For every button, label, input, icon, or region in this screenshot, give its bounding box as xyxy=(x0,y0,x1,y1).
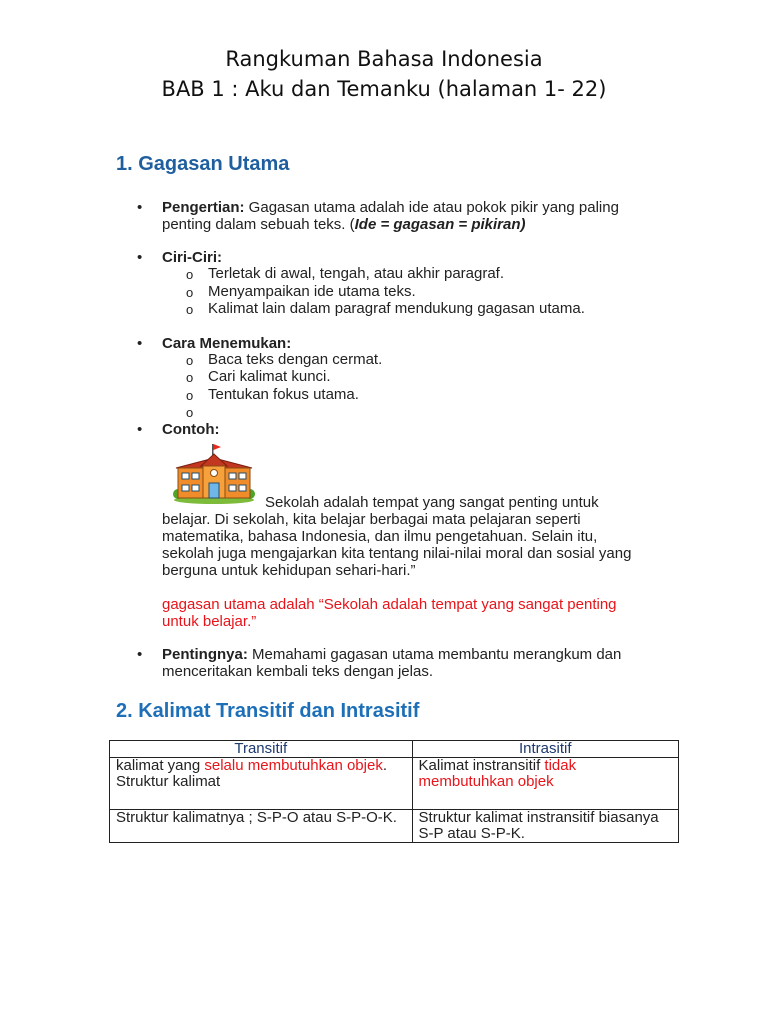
bullet-icon: • xyxy=(137,421,143,438)
section-heading-kalimat: 2. Kalimat Transitif dan Intrasitif xyxy=(116,700,420,722)
cara-label: Cara Menemukan: xyxy=(162,335,292,352)
cara-item: Tentukan fokus utama. xyxy=(208,386,359,403)
ciri-item: Terletak di awal, tengah, atau akhir paragraf. xyxy=(208,265,505,282)
contoh-text-line2: belajar. Di sekolah, kita belajar berbagai mata pelajaran seperti xyxy=(162,511,581,528)
contoh-text-line1: Sekolah adalah tempat yang sangat penting untuk xyxy=(265,494,599,511)
pengertian-line1 xyxy=(162,199,619,216)
document-subtitle: BAB 1 : Aku dan Temanku (halaman 1- 22) xyxy=(161,77,607,101)
section-heading-gagasan-utama: 1. Gagasan Utama xyxy=(116,153,290,175)
sub-bullet-icon: o xyxy=(186,370,194,385)
contoh-text-line4: sekolah juga mengajarkan kita tentang nilai-nilai moral dan sosial yang xyxy=(162,545,632,562)
cara-item: Baca teks dengan cermat. xyxy=(208,351,383,368)
sub-bullet-icon: o xyxy=(186,405,194,420)
table-cell: kalimat yang selalu membutuhkan objek. Struktur kalimat xyxy=(110,758,413,810)
pengertian-line2 xyxy=(162,216,526,233)
bullet-icon: • xyxy=(137,199,143,216)
school-building-icon xyxy=(172,442,256,504)
table-cell: Struktur kalimatnya ; S-P-O atau S-P-O-K. xyxy=(110,810,413,843)
pengertian-text: Gagasan utama adalah ide atau pokok pikir yang paling xyxy=(244,199,619,216)
document-title: Rangkuman Bahasa Indonesia xyxy=(225,47,543,71)
pentingnya-line2: menceritakan kembali teks dengan jelas. xyxy=(162,663,433,680)
contoh-text-line5: berguna untuk kehidupan sehari-hari.” xyxy=(162,562,416,579)
sub-bullet-icon: o xyxy=(186,285,194,300)
pengertian-label: Pengertian: xyxy=(162,199,245,216)
bullet-icon: • xyxy=(137,335,143,352)
table-row xyxy=(110,758,679,810)
sub-bullet-icon: o xyxy=(186,388,194,403)
ciri-label: Ciri-Ciri: xyxy=(162,249,222,266)
cara-item: Cari kalimat kunci. xyxy=(208,368,331,385)
pentingnya-label: Pentingnya: xyxy=(162,646,248,663)
ciri-item: Kalimat lain dalam paragraf mendukung gagasan utama. xyxy=(208,300,585,317)
table-row xyxy=(110,810,679,843)
sub-bullet-icon: o xyxy=(186,353,194,368)
gagasan-utama-line1: gagasan utama adalah “Sekolah adalah tempat yang sangat penting xyxy=(162,596,617,613)
bullet-icon: • xyxy=(137,249,143,266)
table-header-row xyxy=(110,741,679,758)
table-cell: Kalimat instransitif tidak membutuhkan objek xyxy=(412,758,678,810)
pengertian-emphasis: Ide = gagasan = pikiran) xyxy=(354,216,526,233)
table-header-intrasitif: Intrasitif xyxy=(412,741,678,758)
sub-bullet-icon: o xyxy=(186,267,194,282)
gagasan-utama-line2: untuk belajar.” xyxy=(162,613,257,630)
table-cell: Struktur kalimat instransitif biasanya S-P atau S-P-K. xyxy=(412,810,678,843)
contoh-text-line3: matematika, bahasa Indonesia, dan ilmu pengetahuan. Selain itu, xyxy=(162,528,598,545)
ciri-item: Menyampaikan ide utama teks. xyxy=(208,283,416,300)
pengertian-text-cont: penting dalam sebuah teks. ( xyxy=(162,216,355,233)
pentingnya-text: Memahami gagasan utama membantu merangkum dan xyxy=(247,646,622,663)
transitif-intransitif-table xyxy=(109,740,679,843)
bullet-icon: • xyxy=(137,646,143,663)
pentingnya-line1 xyxy=(162,646,621,663)
table-header-transitif: Transitif xyxy=(110,741,413,758)
contoh-label: Contoh: xyxy=(162,421,220,438)
sub-bullet-icon: o xyxy=(186,302,194,317)
